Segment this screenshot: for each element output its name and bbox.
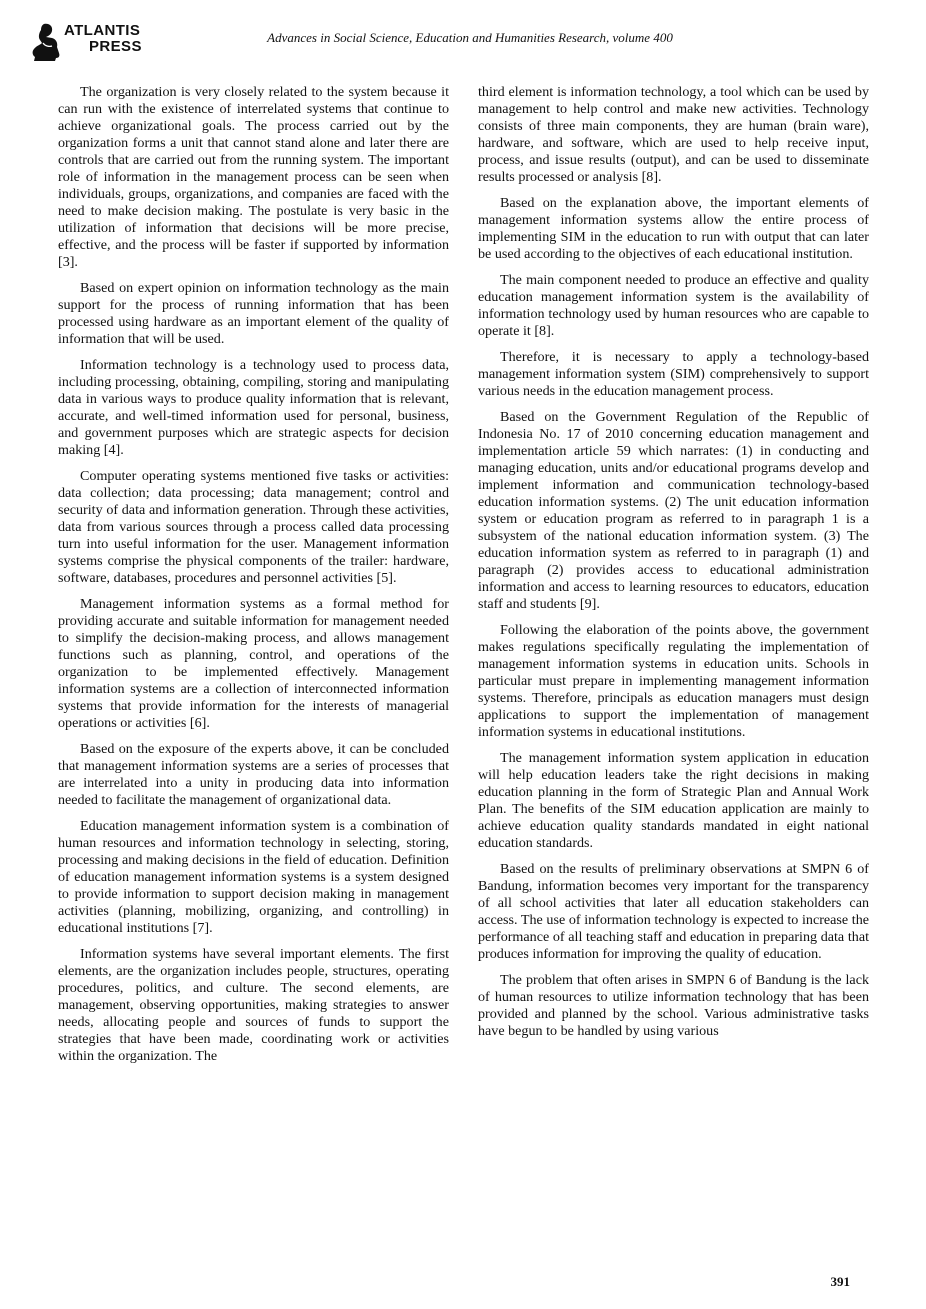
paragraph: Based on expert opinion on information technology as the main support for the process of running information that has been processed using hardware as an important element of the quality of information that will be used. <box>58 280 449 347</box>
paragraph-continued: third element is information technology, a tool which can be used by management to help control and make new activities. Technology consists of three main components, they are human (brain ware), hardware, and software, which are used to help receive input, process, and issue results (output), and can be used to disseminate results processed or analysis [8]. <box>478 84 869 185</box>
paragraph: Therefore, it is necessary to apply a technology-based management information system (SIM) comprehensively to support various needs in the education management process. <box>478 349 869 399</box>
paragraph: The problem that often arises in SMPN 6 of Bandung is the lack of human resources to utilize information technology that has been provided and planned by the school. Various administrative tasks have begun to be handled by using various <box>478 972 869 1039</box>
paragraph: The main component needed to produce an effective and quality education management information system is the availability of information technology used by human resources who are capable to operate it [8]. <box>478 272 869 339</box>
paragraph: Education management information system is a combination of human resources and information technology in selecting, storing, processing and making decisions in the field of education. Definition of education management information systems is a system designed to provide information to support decision making in management activities (planning, mobilizing, organizing, and controlling) in educational institutions [7]. <box>58 818 449 936</box>
left-column <box>58 84 449 1074</box>
paragraph: Following the elaboration of the points above, the government makes regulations specifically regulating the implementation of management information systems in education units. Schools in particular must prepare in implementing management information systems. Therefore, principals as education managers must design applications to support the implementation of management information systems in educational institutions. <box>478 622 869 740</box>
paragraph: Computer operating systems mentioned five tasks or activities: data collection; data processing; data management; control and security of data and information generation. Through these activities, data from various sources through a process called data processing turn into useful information for the user. Management information systems comprise the physical components of the trailer: hardware, software, databases, procedures and personnel activities [5]. <box>58 468 449 586</box>
paragraph: Management information systems as a formal method for providing accurate and suitable information for management needed to simplify the decision-making process, and allows management functions such as planning, control, and operations of the organization to be implemented effectively. Management information systems are a collection of interconnected information systems that provide information for the interests of managerial operations or activities [6]. <box>58 596 449 731</box>
logo-wordmark <box>64 23 142 55</box>
paragraph: Information systems have several important elements. The first elements, are the organization includes people, structures, operating procedures, politics, and culture. The second elements, are management, observing opportunities, making strategies to answer needs, allocating people and sources of funds to support the strategies that have been made, coordinating work or activities within the organization. The <box>58 946 449 1064</box>
paragraph: Based on the results of preliminary observations at SMPN 6 of Bandung, information becomes very important for the transparency of all school activities that later all education stakeholders can access. The use of information technology is expected to increase the performance of all teaching staff and education in preparing data that produces information for improving the quality of education. <box>478 861 869 962</box>
thinker-statue-icon <box>30 22 64 62</box>
page-number: 391 <box>830 1274 850 1289</box>
paragraph: The management information system application in education will help education leaders take the right decisions in making education planning in the form of Strategic Plan and Annual Work Plan. The benefits of the SIM education application are mainly to achieve education quality standards mandated in eight national education standards. <box>478 750 869 851</box>
right-column <box>478 84 869 1049</box>
logo-line-1: ATLANTIS <box>64 22 141 39</box>
paragraph: Based on the exposure of the experts above, it can be concluded that management information systems are a series of processes that are interrelated into a unity in producing data into information needed to facilitate the management of organizational data. <box>58 741 449 808</box>
publisher-logo <box>30 22 150 62</box>
paragraph: Based on the Government Regulation of the Republic of Indonesia No. 17 of 2010 concerning education management and implementation article 59 which narrates: (1) in conducting and managing education, units and/or educational programs develop and implement information and communication technology-based education information systems. (2) The unit education information system or education program as referred to in paragraph 1 is a subsystem of the national education information system. (3) The education information system as referred to in paragraph (1) and paragraph (2) provides access to educational administration information and access to learning resources to educators, education staff and students [9]. <box>478 409 869 612</box>
page-header <box>0 0 926 70</box>
running-head: Advances in Social Science, Education and Humanities Research, volume 400 <box>267 30 673 45</box>
paragraph: The organization is very closely related to the system because it can run with the existence of interrelated systems that continue to achieve organizational goals. The process carried out by the organization forms a unit that cannot stand alone and later there are controls that are carried out from the running system. The important role of information in the management process can be seen when individuals, groups, organizations, and companies are faced with the need to make decision making. The postulate is very basic in the utilization of information that decisions will be more precise, effective, and the process will be faster if supported by information [3]. <box>58 84 449 270</box>
paragraph: Information technology is a technology used to process data, including processing, obtaining, compiling, storing and manipulating data in various ways to produce quality information that is relevant, accurate, and well-timed information used for personal, business, and government purposes which are strategic aspects for decision making [4]. <box>58 357 449 458</box>
logo-line-2: PRESS <box>89 38 142 55</box>
paragraph: Based on the explanation above, the important elements of management information systems allow the entire process of implementing SIM in the education to run with output that can later be used according to the objectives of each educational institution. <box>478 195 869 262</box>
